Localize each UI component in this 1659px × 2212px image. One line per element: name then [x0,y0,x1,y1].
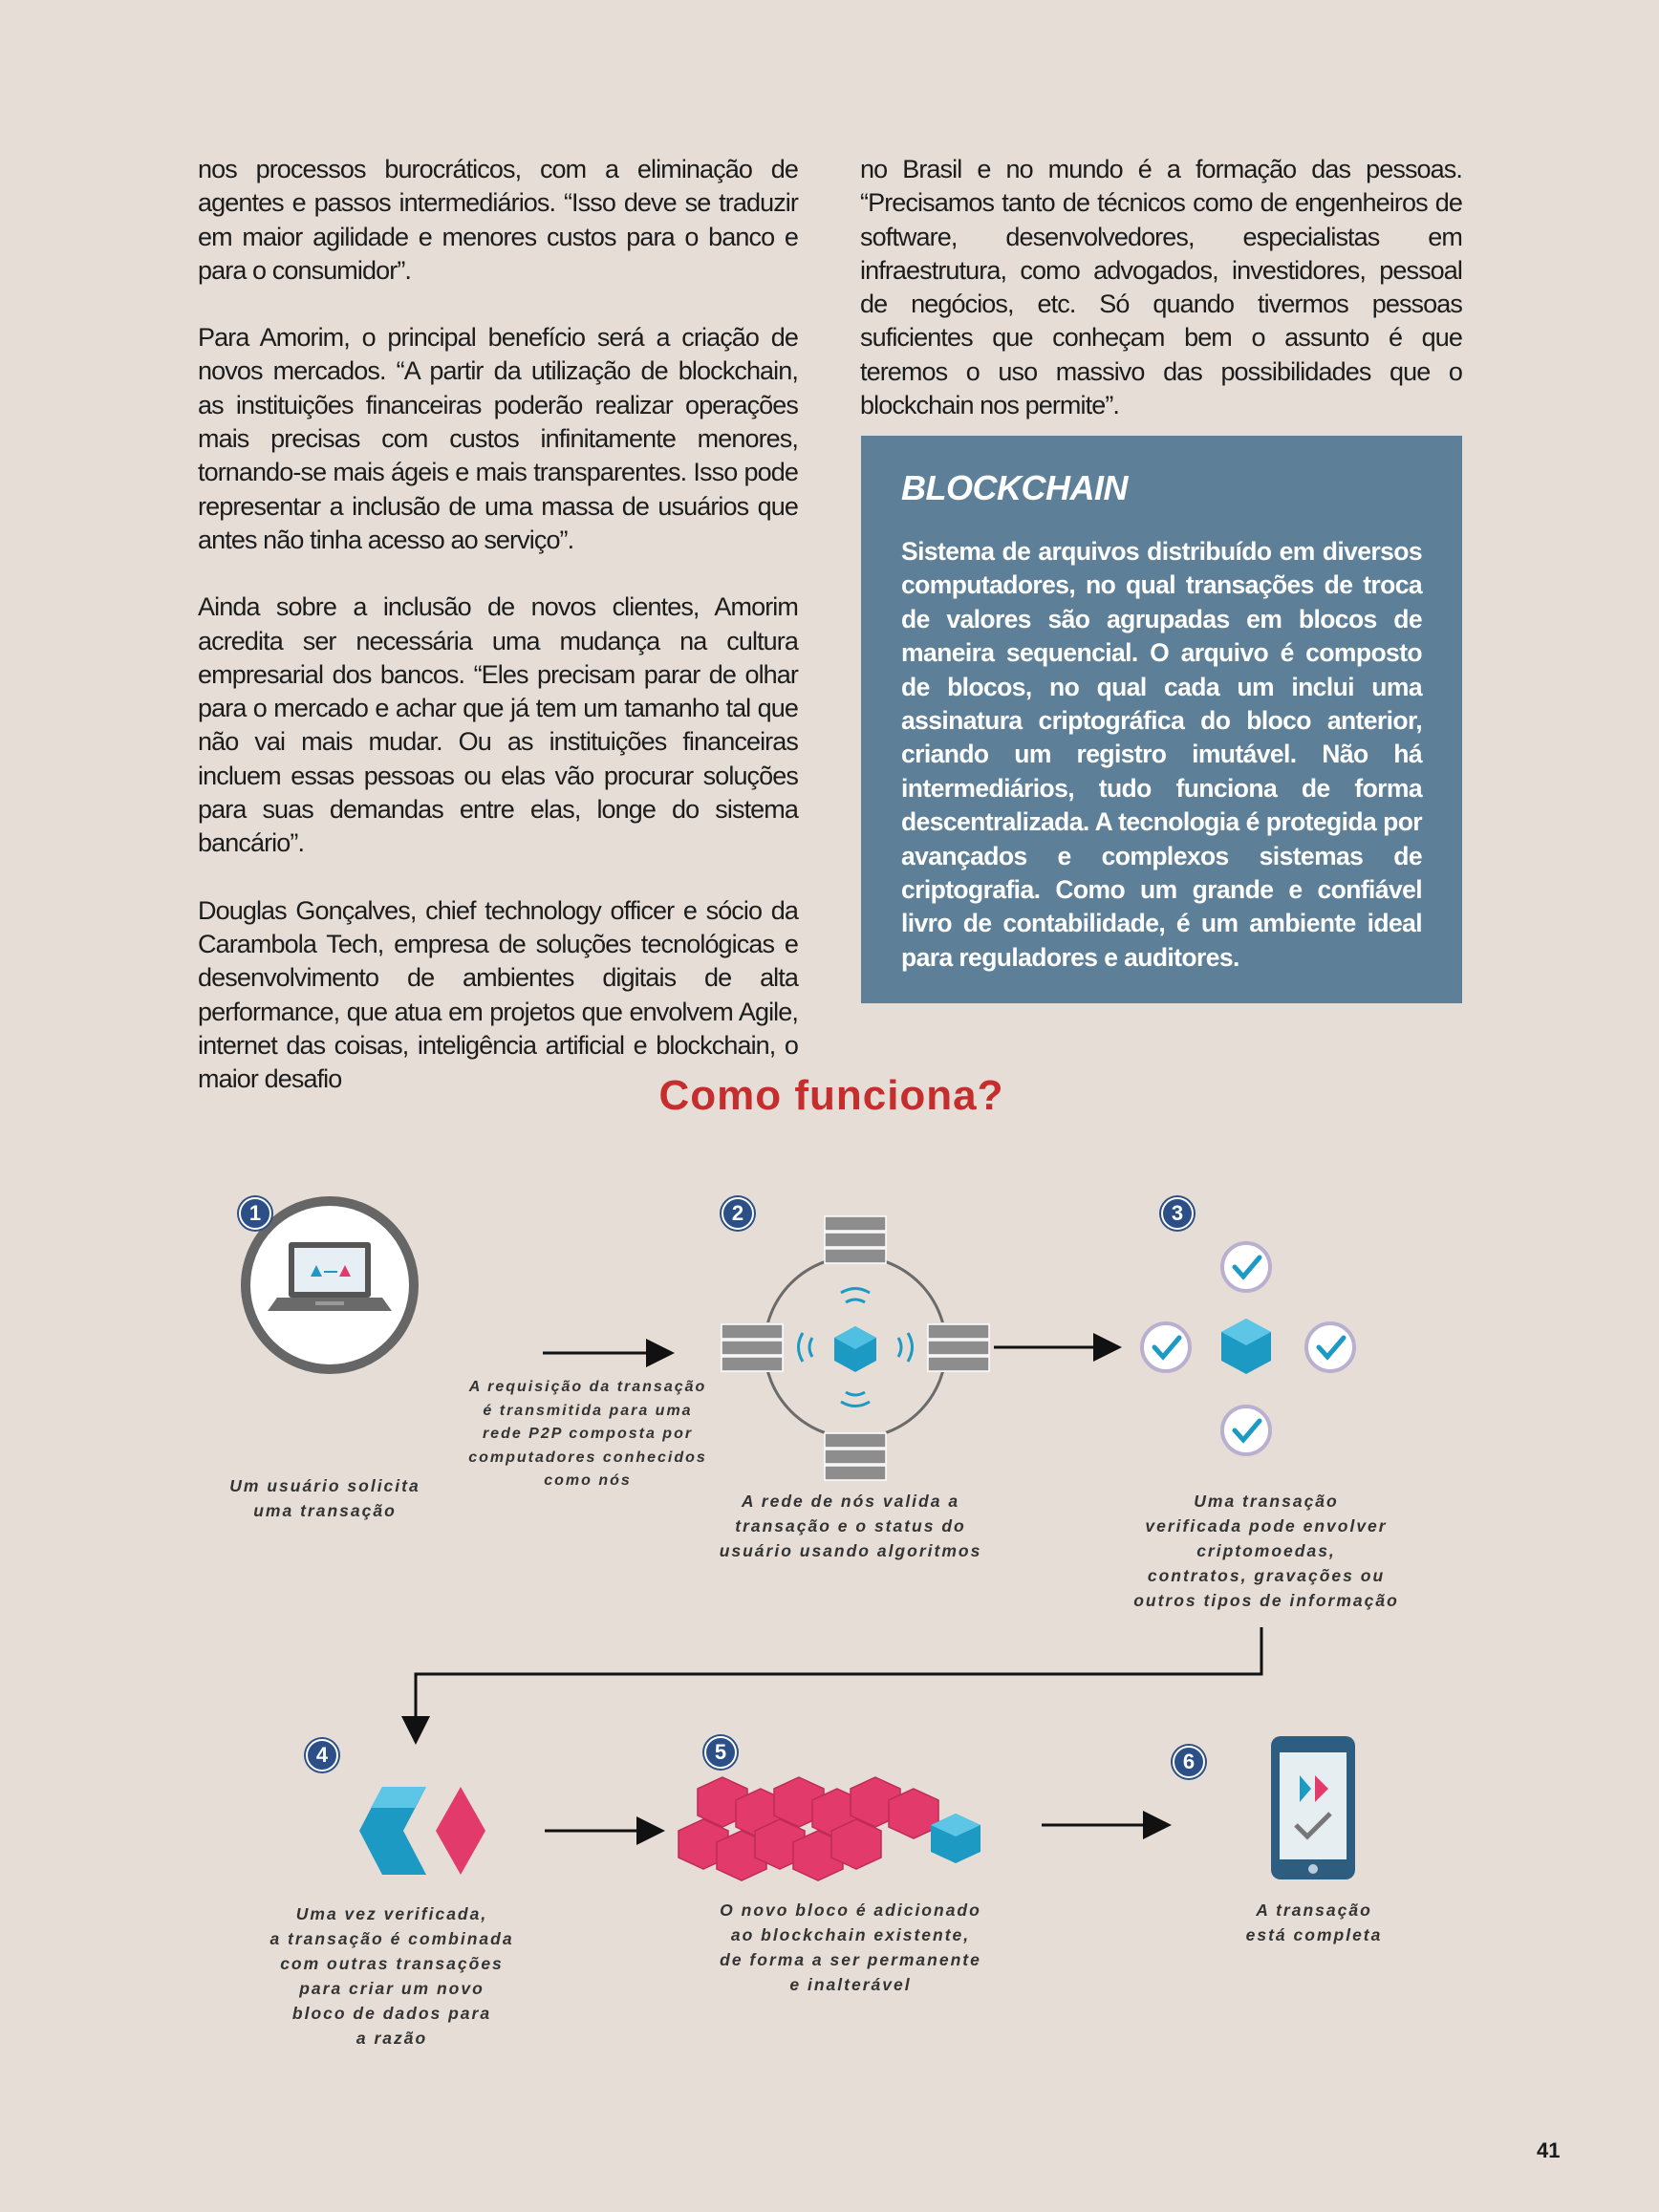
combined-block-icon [359,1787,485,1875]
sidebox-text: Sistema de arquivos distribuído em diversos computadores, no qual transações de troca de valores são agrupadas em blocos de maneira sequencial. O arquivo é composto de blocos, no qual cada um inclui uma assinatura criptográfica do bloco anterior, criando um registro imutável. Não há intermediários, tudo funciona de forma descentralizada. A tecnologia é protegida por avançados e complexos sistemas de criptografia. Como um grande e confiável livro de contabilidade, é um ambiente ideal para reguladores e auditores. [901,537,1422,972]
left-paragraph-3: Ainda sobre a inclusão de novos clientes, Amorim acredita ser necessária uma mudança na cultura empresarial dos bancos. “Eles precisam parar de olhar para o mercado e achar que já tem um tamanho tal que não vai mais mudar. Ou as instituições financeiras incluem essas pessoas ou elas vão procurar soluções para suas demandas entre elas, longe do sistema bancário”. [198,592,798,858]
left-paragraph-2: Para Amorim, o principal benefício será a criação de novos mercados. “A partir da utilização de blockchain, as instituições financeiras poderão realizar operações mais precisas com custos infinitamente menores, tornando-se mais ágeis e mais transparentes. Isso pode representar a inclusão de uma massa de usuários que antes não tinha acesso ao serviço”. [198,323,798,554]
blockchain-infographic [191,1070,1472,2083]
step-2-caption: A rede de nós valida a transação e o status do usuário usando algoritmos [719,1492,982,1560]
smartphone-icon [1271,1736,1355,1879]
right-paragraph-1: no Brasil e no mundo é a formação das pessoas. “Precisamos tanto de técnicos como de engenheiros de software, desenvolvedores, especialistas em infraestrutura, como advogados, investidores, pessoal de negócios, etc. Só quando tivermos pessoas suficientes que conheçam bem o assunto é que teremos o uso massivo das possibilidades que o blockchain nos permite”. [860,155,1462,420]
step-2-number: 2 [722,1197,754,1230]
step-3-caption: Uma transação verificada pode envolver criptomoedas, contratos, gravações ou outros tipos de informação [1133,1492,1399,1610]
sidebox-title: BLOCKCHAIN [901,468,1128,507]
step-5-caption: O novo bloco é adicionado ao blockchain existente, de forma a ser permanente e inalterável [720,1901,981,1994]
step-4-caption: Uma vez verificada, a transação é combinada com outras transações para criar um novo bloco de dados para a razão [269,1904,514,2048]
blockchain-sidebox [861,436,1462,1003]
network-nodes-icon [722,1213,989,1481]
infographic-title: Como funciona? [658,1072,1004,1119]
verified-transaction-icon [1142,1243,1354,1454]
step-1-caption: Um usuário solicita uma transação [229,1476,420,1520]
left-paragraph-1: nos processos burocráticos, com a eliminação de agentes e passos intermediários. “Isso deve se traduzir em maior agilidade e menores custos para o banco e para o consumidor”. [198,155,798,285]
laptop-icon [246,1201,414,1369]
connector-3-4 [416,1627,1261,1739]
step-5-number: 5 [704,1736,737,1769]
step-3-number: 3 [1161,1197,1194,1230]
step-6-caption: A transação está completa [1245,1901,1383,1944]
page-number: 41 [1537,2138,1561,2162]
blockchain-chain-icon [679,1777,980,1880]
step-4-number: 4 [306,1739,338,1772]
right-column [860,153,1462,456]
left-paragraph-4: Douglas Gonçalves, chief technology officer e sócio da Carambola Tech, empresa de soluções tecnológicas e desenvolvimento de ambientes digitais de alta performance, que atua em projetos que envolvem Agile, internet das coisas, inteligência artificial e blockchain, o maior desafio [198,895,798,1094]
step-6-number: 6 [1173,1746,1205,1778]
left-column [198,153,798,1129]
step-1-number: 1 [239,1197,271,1230]
arrow-note-caption: A requisição da transação é transmitida para uma rede P2P composta por computadores conhecidos como nós [468,1379,707,1489]
